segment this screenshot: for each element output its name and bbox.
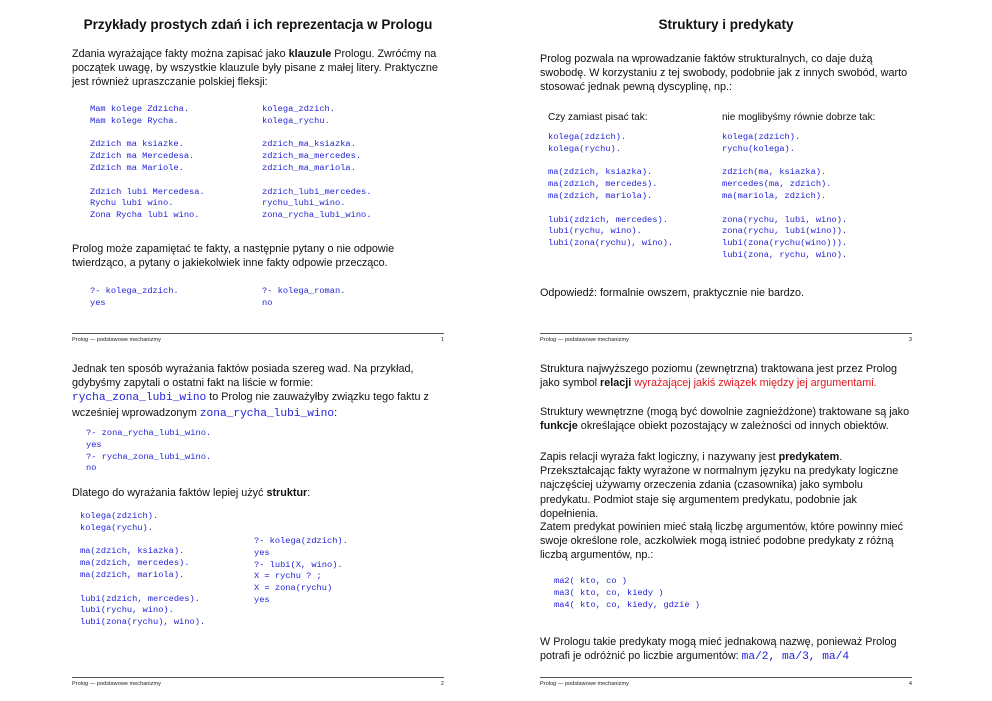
slide-3: [540, 16, 912, 348]
slide-4-p3-text-b: . Przekształcając fakty wyrażone w normalnym języku na predykaty logiczne najczęściej używamy orzeczenia zdania (czasownika) jako symbolu predykatu. Podmiot staje się argumentem predykatu, podobnie jak dopełnienia.: [540, 451, 899, 520]
slide-3-para1: Prolog pozwala na wprowadzanie faktów strukturalnych, co daje dużą swobodę. W korzystaniu z tej swobody, podobnie jak z innych swobód, warto stosować jednak pewną dyscyplinę, np.:: [540, 53, 908, 94]
slide-2-query-code: ?- zona_rycha_lubi_wino. yes ?- rycha_zona_lubi_wino. no: [86, 428, 212, 474]
slide-1-para2: Prolog może zapamiętać te fakty, a następnie pytany o nie odpowie twierdząco, a pytany o jakiekolwiek inne fakty odpowie przecząco.: [72, 243, 395, 270]
slide-1-query-left: ?- kolega_zdzich. yes: [90, 286, 179, 308]
slide-3-footer: [540, 333, 912, 348]
slide-1-footer: [72, 333, 444, 348]
slide-2-para2-bold: struktur: [266, 487, 308, 499]
slide-2-para2-text-b: :: [307, 487, 311, 499]
slide-2-para1-text-b: to Prolog nie zauważyłby związku tego faktu z wcześniej wprowadzonym: [72, 391, 429, 419]
slide-2-para2-text-a: Dlatego do wyrażania faktów lepiej użyć: [72, 487, 267, 499]
slide-3-title: Struktury i predykaty: [658, 17, 794, 32]
slide-2-para1: [72, 362, 444, 421]
slide-4-p2-text-b: określające obiekt pozostający w zależności od innych obiektów.: [577, 420, 889, 433]
slide-4-p3-text-a: Zapis relacji wyraża fakt logiczny, i nazywany jest: [540, 451, 779, 463]
slide-4-code: ma2( kto, co ) ma3( kto, co, kiedy ) ma4( kto, co, kiedy, gdzie ): [554, 576, 700, 610]
slide-2: [72, 362, 444, 692]
slide-2-inline-code-2: zona_rycha_lubi_wino: [199, 407, 335, 420]
slide-2-para1-text-c: :: [334, 406, 338, 419]
slide-4-p2-bold: funkcje: [540, 420, 578, 433]
slide-4-p1-text: Struktura najwyższego poziomu (zewnętrzna) traktowana jest przez Prolog jako symbol: [540, 363, 898, 390]
slide-2-code-queries: ?- kolega(zdzich). yes ?- lubi(X, wino). X = rychu ? ; X = zona(rychu) yes: [254, 536, 348, 605]
slide-1-title: Przykłady prostych zdań i ich reprezentacja w Prologu: [83, 17, 433, 32]
slide-2-footer: [72, 677, 444, 692]
page-number: 4: [908, 681, 912, 687]
footer-text: Prolog — podstawowe mechanizmy: [540, 337, 629, 343]
slide-4-p3-bold: predykatem: [778, 451, 840, 463]
slide-4-p4: Zatem predykat powinien mieć stałą liczbę argumentów, które powinny mieć swoje określone role, aczkolwiek mogą istnieć podobne predykaty z różną liczbą argumentów, np.:: [540, 521, 904, 562]
slide-1-intro-bold: klauzule: [288, 48, 332, 60]
slide-1-intro: [72, 47, 444, 90]
slide-4-p2-text-a: Struktury wewnętrzne (mogą być dowolnie zagnieżdżone) traktowane są jako: [540, 406, 910, 418]
footer-text: Prolog — podstawowe mechanizmy: [72, 681, 161, 687]
slide-4-p5-text: W Prologu takie predykaty mogą mieć jednakową nazwę, ponieważ Prolog potrafi je odróżnić po liczbie argumentów:: [540, 636, 897, 663]
slide-1-intro-text-a: Zdania wyrażające fakty można zapisać jako: [72, 48, 289, 60]
slide-1-query-right: ?- kolega_roman. no: [262, 286, 346, 308]
page-number: 1: [440, 337, 444, 343]
slide-1-code-clauses: kolega_zdzich. kolega_rychu. zdzich_ma_ksiazka. zdzich_ma_mercedes. zdzich_ma_mariola. zdzich_lubi_mercedes. rychu_lubi_wino. zona_rycha_lubi_wino.: [262, 104, 372, 221]
slide-3-col-left-label: Czy zamiast pisać tak:: [548, 112, 648, 123]
slide-2-para1-text-a: Jednak ten sposób wyrażania faktów posiada szereg wad. Na przykład, gdybyśmy zapytali o ostatni fakt na liście w formie:: [72, 363, 414, 390]
slide-1: [72, 16, 444, 348]
slide-4: [540, 362, 912, 692]
slide-4-inline-code: ma/2, ma/3, ma/4: [741, 651, 850, 664]
slide-3-code-left: kolega(zdzich). kolega(rychu). ma(zdzich, ksiazka). ma(zdzich, mercedes). ma(zdzich, mariola). lubi(zdzich, mercedes). lubi(rychu, wino). lubi(zona(rychu), wino).: [548, 132, 674, 249]
slide-2-inline-code-1: rycha_zona_lubi_wino: [72, 392, 207, 405]
slide-2-code-structures: kolega(zdzich). kolega(rychu). ma(zdzich, ksiazka). ma(zdzich, mercedes). ma(zdzich, mariola). lubi(zdzich, mercedes). lubi(rychu, wino). lubi(zona(rychu), wino).: [80, 511, 206, 628]
slide-4-p2: [540, 405, 912, 433]
slide-4-p5: [540, 635, 912, 664]
slide-4-footer: [540, 677, 912, 692]
slide-4-p3: [540, 450, 912, 521]
slide-4-p1-bold: relacji: [600, 377, 632, 390]
slide-3-code-right: kolega(zdzich). rychu(kolega). zdzich(ma, ksiazka). mercedes(ma, zdzich). ma(mariola, zdzich). zona(rychu, lubi, wino). zona(rychu, lubi(wino)). lubi(zona(rychu(wino))). lubi(zona, rychu, wino).: [722, 132, 848, 260]
footer-text: Prolog — podstawowe mechanizmy: [72, 337, 161, 343]
slide-4-p1-red: wyrażającej jakiś związek między jej argumentami.: [631, 377, 877, 390]
slide-1-code-sentences: Mam kolege Zdzicha. Mam kolege Rycha. Zdzich ma ksiazke. Zdzich ma Mercedesa. Zdzich ma Mariole. Zdzich lubi Mercedesa. Rychu lubi wino. Zona Rycha lubi wino.: [90, 104, 205, 221]
slide-1-intro-text-b: Prologu. Zwróćmy na początek uwagę, by wszystkie klauzule były pisane z małej litery. Praktyczne jest również upraszczanie polskiej fleksji:: [72, 48, 438, 89]
footer-text: Prolog — podstawowe mechanizmy: [540, 681, 629, 687]
slide-3-answer: Odpowiedź: formalnie owszem, praktycznie nie bardzo.: [540, 287, 805, 299]
slide-3-col-right-label: nie moglibyśmy równie dobrze tak:: [722, 112, 876, 123]
slide-2-para2: [72, 486, 444, 500]
slide-4-p1: [540, 362, 912, 390]
page-number: 3: [908, 337, 912, 343]
page-number: 2: [440, 681, 444, 687]
